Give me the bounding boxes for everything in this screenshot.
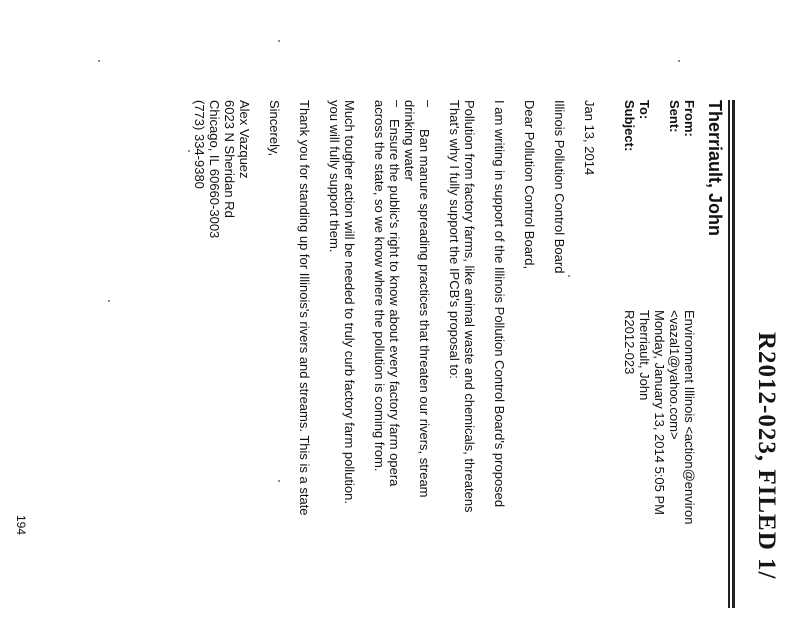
body-line: I am writing in support of the Illinois Pollution Control Board's proposed bbox=[492, 100, 507, 508]
header-value: R2012-023 bbox=[622, 310, 637, 375]
sender-name: Therriault, John bbox=[705, 100, 725, 237]
header-value: Therriault, John bbox=[637, 310, 652, 401]
bullet-mark: – bbox=[390, 100, 405, 108]
scan-speck bbox=[188, 150, 190, 152]
header-rule-thin bbox=[728, 100, 730, 608]
scan-speck bbox=[678, 60, 680, 62]
letter-closing: Sincerely, bbox=[267, 100, 282, 157]
letter-recipient: Illinois Pollution Control Board bbox=[552, 100, 567, 274]
bullet-line: Ban manure spreading practices that threaten our rivers, stream bbox=[417, 129, 432, 498]
bullet-line: drinking water bbox=[402, 100, 417, 181]
page-number: 194 bbox=[14, 515, 28, 536]
header-label: From: bbox=[682, 100, 697, 137]
signature-address: 6023 N Sheridan Rd bbox=[222, 100, 237, 218]
filing-stamp: R2012-023, FILED 1/ bbox=[753, 332, 780, 580]
scan-speck bbox=[568, 275, 570, 277]
bullet-line: Ensure the public's right to know about every factory farm opera bbox=[387, 119, 402, 487]
letter-date: Jan 13, 2014 bbox=[582, 100, 597, 176]
header-rule bbox=[732, 100, 735, 608]
header-label: Sent: bbox=[667, 100, 682, 133]
body-line: Pollution from factory farms, like animal waste and chemicals, threatens bbox=[462, 100, 477, 513]
header-value: Environment Illinois <action@environ bbox=[682, 310, 697, 525]
body-line: Thank you for standing up for Illinois's rivers and streams. This is a state bbox=[297, 100, 312, 516]
scan-speck bbox=[278, 480, 280, 482]
header-label: Subject: bbox=[622, 100, 637, 152]
signature-city: Chicago, IL 60660-3003 bbox=[207, 100, 222, 239]
signature-phone: (773) 334-9380 bbox=[192, 100, 207, 189]
header-value: Monday, January 13, 2014 5:05 PM bbox=[652, 310, 667, 515]
body-line: That's why I fully support the IPCB's proposal to: bbox=[447, 100, 462, 379]
letter-salutation: Dear Pollution Control Board, bbox=[522, 100, 537, 270]
body-line: you will fully support them. bbox=[327, 100, 342, 253]
scan-speck bbox=[278, 40, 280, 42]
bullet-line: across the state, so we know where the pollution is coming from. bbox=[372, 100, 387, 472]
bullet-mark: – bbox=[421, 100, 436, 108]
signature-name: Alex Vazquez bbox=[237, 100, 252, 179]
header-value: <vazal1@yahoo.com> bbox=[667, 310, 682, 440]
body-line: Much tougher action will be needed to truly curb factory farm pollution. bbox=[342, 100, 357, 504]
header-label: To: bbox=[637, 100, 652, 120]
scan-speck bbox=[108, 300, 110, 302]
scan-speck bbox=[98, 60, 100, 62]
